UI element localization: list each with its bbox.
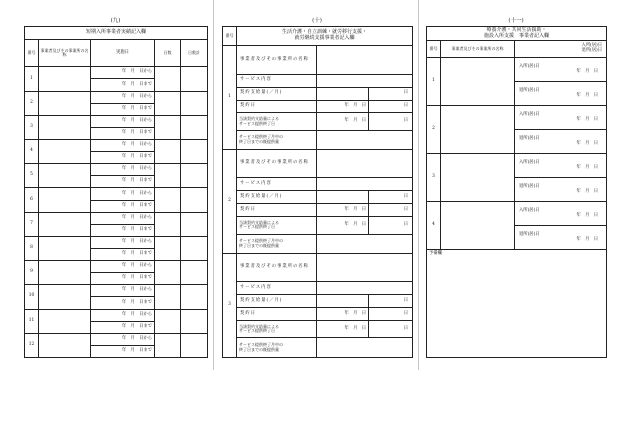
row-number: 4 — [25, 140, 39, 164]
date-from-cell[interactable]: 年 月 日から — [91, 212, 155, 224]
remaining-label — [237, 338, 317, 358]
end-date-label-line2: サービス提供終了日 — [239, 328, 275, 334]
row-number: 3 — [223, 254, 237, 358]
date-from-cell[interactable]: 年 月 日から — [91, 188, 155, 200]
end-date-label-line2: サービス提供終了日 — [239, 120, 275, 126]
leave-date-cell[interactable] — [515, 178, 607, 202]
end-date-value[interactable]: 年 月 日 — [317, 321, 369, 338]
table-row — [25, 333, 208, 345]
table-row — [223, 308, 413, 321]
end-date-label-line1: 当該契約支給量による — [239, 116, 279, 122]
page11-remarks-label: 予備欄 — [429, 251, 442, 256]
page-divider-right — [418, 0, 419, 370]
days-cell[interactable] — [155, 285, 181, 309]
office-cell[interactable] — [39, 115, 91, 139]
admit-date-label: 入所(居)日 — [519, 159, 540, 165]
service-label: サービス内容 — [237, 178, 317, 191]
date-from-cell[interactable]: 年 月 日から — [91, 91, 155, 103]
admit-date-value: 年 月 日 — [576, 164, 599, 170]
page9-col-no: 番号 — [25, 40, 39, 67]
table-row — [25, 164, 208, 176]
leave-date-cell[interactable] — [515, 82, 607, 106]
office-cell[interactable] — [39, 188, 91, 212]
page11-title-line1: 療養介護・共同生活援助・ — [486, 26, 547, 33]
date-to-cell[interactable]: 年 月 日まで — [91, 249, 155, 261]
remaining-label-line1: サービス提供終了月中の — [239, 134, 283, 140]
table-row — [223, 74, 413, 87]
office-cell[interactable] — [39, 236, 91, 260]
leave-date-cell[interactable] — [515, 130, 607, 154]
row-number: 2 — [25, 91, 39, 115]
office-cell[interactable] — [441, 202, 515, 250]
stamp-cell[interactable] — [181, 333, 208, 357]
office-cell[interactable] — [39, 67, 91, 91]
service-value[interactable] — [317, 178, 413, 191]
contract-qty-label: 契約支給量(／月) — [237, 295, 317, 308]
service-label: サービス内容 — [237, 74, 317, 87]
admit-date-label: 入所(居)日 — [519, 111, 540, 117]
table-row — [427, 106, 607, 130]
table-row — [223, 234, 413, 253]
admit-date-cell[interactable] — [515, 154, 607, 178]
days-cell[interactable] — [155, 140, 181, 164]
days-cell[interactable] — [155, 309, 181, 333]
table-row — [223, 178, 413, 191]
end-date-unit: 日 — [369, 321, 413, 338]
leave-date-label: 退所(居)日 — [519, 231, 540, 237]
page11-title-line2: 施設入所支援 事業者記入欄 — [484, 32, 550, 39]
row-number: 10 — [25, 285, 39, 309]
admit-date-value: 年 月 日 — [576, 116, 599, 122]
service-value[interactable] — [317, 282, 413, 295]
end-date-label-line1: 当該契約支給量による — [239, 323, 279, 329]
office-cell[interactable] — [39, 333, 91, 357]
remaining-label — [237, 130, 317, 149]
stamp-cell[interactable] — [181, 261, 208, 285]
days-cell[interactable] — [155, 261, 181, 285]
stamp-cell[interactable] — [181, 236, 208, 260]
stamp-cell[interactable] — [181, 164, 208, 188]
office-value[interactable] — [317, 254, 413, 282]
contract-qty-value[interactable] — [317, 87, 369, 100]
page10-title-line1: 生活介護・自立訓練・就労移行支援・ — [281, 29, 367, 36]
office-cell[interactable] — [39, 212, 91, 236]
page10-title-line2: 就労継続支援事業者記入欄 — [294, 35, 355, 42]
table-row — [25, 285, 208, 297]
table-row — [427, 154, 607, 178]
page10-heading: (十) — [312, 18, 322, 24]
remaining-value[interactable] — [317, 234, 413, 253]
table-row — [223, 321, 413, 338]
date-to-cell[interactable]: 年 月 日まで — [91, 297, 155, 309]
row-number: 9 — [25, 261, 39, 285]
table-row — [25, 261, 208, 273]
page11-remarks — [427, 250, 607, 358]
contract-qty-unit: 日 — [369, 295, 413, 308]
table-row — [25, 115, 208, 127]
contract-qty-unit: 日 — [369, 87, 413, 100]
table-row — [223, 254, 413, 282]
page11-col-dates-line2: 退所(居)日 — [581, 48, 603, 53]
office-label: 事業者及びその事業所の名称 — [237, 150, 317, 178]
contract-date-unit: 日 — [369, 204, 413, 217]
page10-table — [222, 26, 413, 358]
date-from-cell[interactable]: 年 月 日から — [91, 164, 155, 176]
table-row — [25, 67, 208, 79]
table-row — [223, 46, 413, 74]
days-cell[interactable] — [155, 115, 181, 139]
table-row — [25, 140, 208, 152]
contract-date-value[interactable]: 年 月 日 — [317, 308, 369, 321]
days-cell[interactable] — [155, 164, 181, 188]
leave-date-value: 年 月 日 — [576, 140, 599, 146]
row-number: 1 — [427, 58, 441, 106]
page11-table — [426, 26, 607, 358]
remaining-value[interactable] — [317, 130, 413, 149]
page11-col-no: 番号 — [427, 41, 441, 58]
stamp-cell[interactable] — [181, 212, 208, 236]
page11-title — [427, 27, 607, 41]
end-date-unit: 日 — [369, 113, 413, 130]
table-row — [223, 130, 413, 149]
table-row — [223, 87, 413, 100]
table-row — [25, 91, 208, 103]
contract-date-value[interactable]: 年 月 日 — [317, 204, 369, 217]
row-number: 11 — [25, 309, 39, 333]
contract-date-label: 契約日 — [237, 204, 317, 217]
date-to-cell[interactable]: 年 月 日まで — [91, 200, 155, 212]
contract-qty-unit: 日 — [369, 191, 413, 204]
office-cell[interactable] — [39, 140, 91, 164]
row-number: 1 — [223, 46, 237, 150]
leave-date-label: 退所(居)日 — [519, 183, 540, 189]
date-to-cell[interactable]: 年 月 日まで — [91, 321, 155, 333]
table-row — [427, 58, 607, 82]
admit-date-value: 年 月 日 — [576, 68, 599, 74]
days-cell[interactable] — [155, 188, 181, 212]
date-from-cell[interactable]: 年 月 日から — [91, 261, 155, 273]
date-from-cell[interactable]: 年 月 日から — [91, 67, 155, 79]
office-cell[interactable] — [39, 91, 91, 115]
page9-col-days: 日数 — [155, 40, 181, 67]
office-value[interactable] — [317, 150, 413, 178]
days-cell[interactable] — [155, 333, 181, 357]
admit-date-cell[interactable] — [515, 106, 607, 130]
page11-heading: (十一) — [508, 18, 524, 24]
row-number: 4 — [427, 202, 441, 250]
contract-date-unit: 日 — [369, 100, 413, 113]
remaining-label-line2: 終了日までの既提供量 — [239, 242, 279, 248]
page9-col-office: 事業者及びその事業所の名称 — [39, 40, 91, 67]
row-number: 12 — [25, 333, 39, 357]
date-to-cell[interactable]: 年 月 日まで — [91, 79, 155, 91]
office-value[interactable] — [317, 46, 413, 74]
end-date-label-line2: サービス提供終了日 — [239, 224, 275, 230]
end-date-value[interactable]: 年 月 日 — [317, 113, 369, 130]
row-number: 3 — [25, 115, 39, 139]
page11-col-office: 事業者及びその事業所の名称 — [441, 41, 515, 58]
end-date-value[interactable]: 年 月 日 — [317, 217, 369, 234]
office-cell[interactable] — [39, 164, 91, 188]
row-number: 7 — [25, 212, 39, 236]
remaining-label-line1: サービス提供終了月中の — [239, 238, 283, 244]
table-row — [223, 338, 413, 358]
page10-col-no: 番号 — [223, 27, 237, 46]
page11-col-dates — [515, 41, 607, 58]
remaining-label — [237, 234, 317, 253]
row-number: 2 — [223, 150, 237, 254]
row-number: 3 — [427, 154, 441, 202]
table-row — [25, 212, 208, 224]
date-from-cell[interactable]: 年 月 日から — [91, 309, 155, 321]
office-cell[interactable] — [39, 285, 91, 309]
page9-title: 短期入所事業者実績記入欄 — [25, 27, 208, 40]
office-label: 事業者及びその事業所の名称 — [237, 46, 317, 74]
table-row — [25, 309, 208, 321]
leave-date-cell[interactable] — [515, 226, 607, 250]
admit-date-label: 入所(居)日 — [519, 63, 540, 69]
table-row — [223, 217, 413, 234]
row-number: 8 — [25, 236, 39, 260]
service-label: サービス内容 — [237, 282, 317, 295]
remaining-label-line1: サービス提供終了月中の — [239, 342, 283, 348]
contract-qty-value[interactable] — [317, 191, 369, 204]
leave-date-label: 退所(居)日 — [519, 87, 540, 93]
remaining-value[interactable] — [317, 338, 413, 358]
remaining-label-line2: 終了日までの既提供量 — [239, 346, 279, 352]
contract-date-label: 契約日 — [237, 100, 317, 113]
page9-col-stamp: 日数計 — [181, 40, 208, 67]
admit-date-value: 年 月 日 — [576, 212, 599, 218]
office-cell[interactable] — [441, 106, 515, 154]
contract-qty-value[interactable] — [317, 295, 369, 308]
stamp-cell[interactable] — [181, 91, 208, 115]
end-date-label — [237, 217, 317, 234]
office-cell[interactable] — [39, 261, 91, 285]
row-number: 1 — [25, 67, 39, 91]
contract-date-unit: 日 — [369, 308, 413, 321]
days-cell[interactable] — [155, 212, 181, 236]
days-cell[interactable] — [155, 236, 181, 260]
contract-qty-label: 契約支給量(／月) — [237, 87, 317, 100]
leave-date-value: 年 月 日 — [576, 92, 599, 98]
date-from-cell[interactable]: 年 月 日から — [91, 236, 155, 248]
table-row — [223, 113, 413, 130]
page11-col-dates-line1: 入所(居)日 — [581, 43, 603, 49]
date-to-cell[interactable]: 年 月 日まで — [91, 152, 155, 164]
leave-date-value: 年 月 日 — [576, 236, 599, 242]
page9-table — [24, 26, 208, 358]
page-divider-left — [213, 0, 214, 370]
end-date-label — [237, 113, 317, 130]
end-date-unit: 日 — [369, 217, 413, 234]
row-number: 2 — [427, 106, 441, 154]
office-cell[interactable] — [39, 309, 91, 333]
stamp-cell[interactable] — [181, 309, 208, 333]
date-from-cell[interactable]: 年 月 日から — [91, 333, 155, 345]
contract-date-label: 契約日 — [237, 308, 317, 321]
date-to-cell[interactable]: 年 月 日まで — [91, 345, 155, 357]
table-row — [223, 191, 413, 204]
remaining-label-line2: 終了日までの既提供量 — [239, 139, 279, 145]
admit-date-label: 入所(居)日 — [519, 207, 540, 213]
date-from-cell[interactable]: 年 月 日から — [91, 140, 155, 152]
office-label: 事業者及びその事業所の名称 — [237, 254, 317, 282]
end-date-label — [237, 321, 317, 338]
date-to-cell[interactable]: 年 月 日まで — [91, 127, 155, 139]
date-from-cell[interactable]: 年 月 日から — [91, 115, 155, 127]
admit-date-cell[interactable] — [515, 58, 607, 82]
date-to-cell[interactable]: 年 月 日まで — [91, 273, 155, 285]
stamp-cell[interactable] — [181, 140, 208, 164]
table-row — [223, 295, 413, 308]
stamp-cell[interactable] — [181, 285, 208, 309]
office-cell[interactable] — [441, 154, 515, 202]
date-to-cell[interactable]: 年 月 日まで — [91, 103, 155, 115]
row-number: 5 — [25, 164, 39, 188]
leave-date-value: 年 月 日 — [576, 188, 599, 194]
days-cell[interactable] — [155, 91, 181, 115]
table-row — [223, 204, 413, 217]
contract-date-value[interactable]: 年 月 日 — [317, 100, 369, 113]
end-date-label-line1: 当該契約支給量による — [239, 219, 279, 225]
service-value[interactable] — [317, 74, 413, 87]
table-row — [25, 188, 208, 200]
table-row — [223, 282, 413, 295]
page9-col-dates: 実施日 — [91, 40, 155, 67]
stamp-cell[interactable] — [181, 188, 208, 212]
leave-date-label: 退所(居)日 — [519, 135, 540, 141]
table-row — [223, 150, 413, 178]
page10-title — [237, 27, 413, 46]
date-to-cell[interactable]: 年 月 日まで — [91, 176, 155, 188]
table-row — [223, 100, 413, 113]
page9-heading: (九) — [110, 18, 121, 24]
stamp-cell[interactable] — [181, 115, 208, 139]
date-from-cell[interactable]: 年 月 日から — [91, 285, 155, 297]
table-row — [427, 202, 607, 226]
row-number: 6 — [25, 188, 39, 212]
admit-date-cell[interactable] — [515, 202, 607, 226]
days-cell[interactable] — [155, 67, 181, 91]
stamp-cell[interactable] — [181, 67, 208, 91]
table-row — [25, 236, 208, 248]
office-cell[interactable] — [441, 58, 515, 106]
date-to-cell[interactable]: 年 月 日まで — [91, 224, 155, 236]
contract-qty-label: 契約支給量(／月) — [237, 191, 317, 204]
